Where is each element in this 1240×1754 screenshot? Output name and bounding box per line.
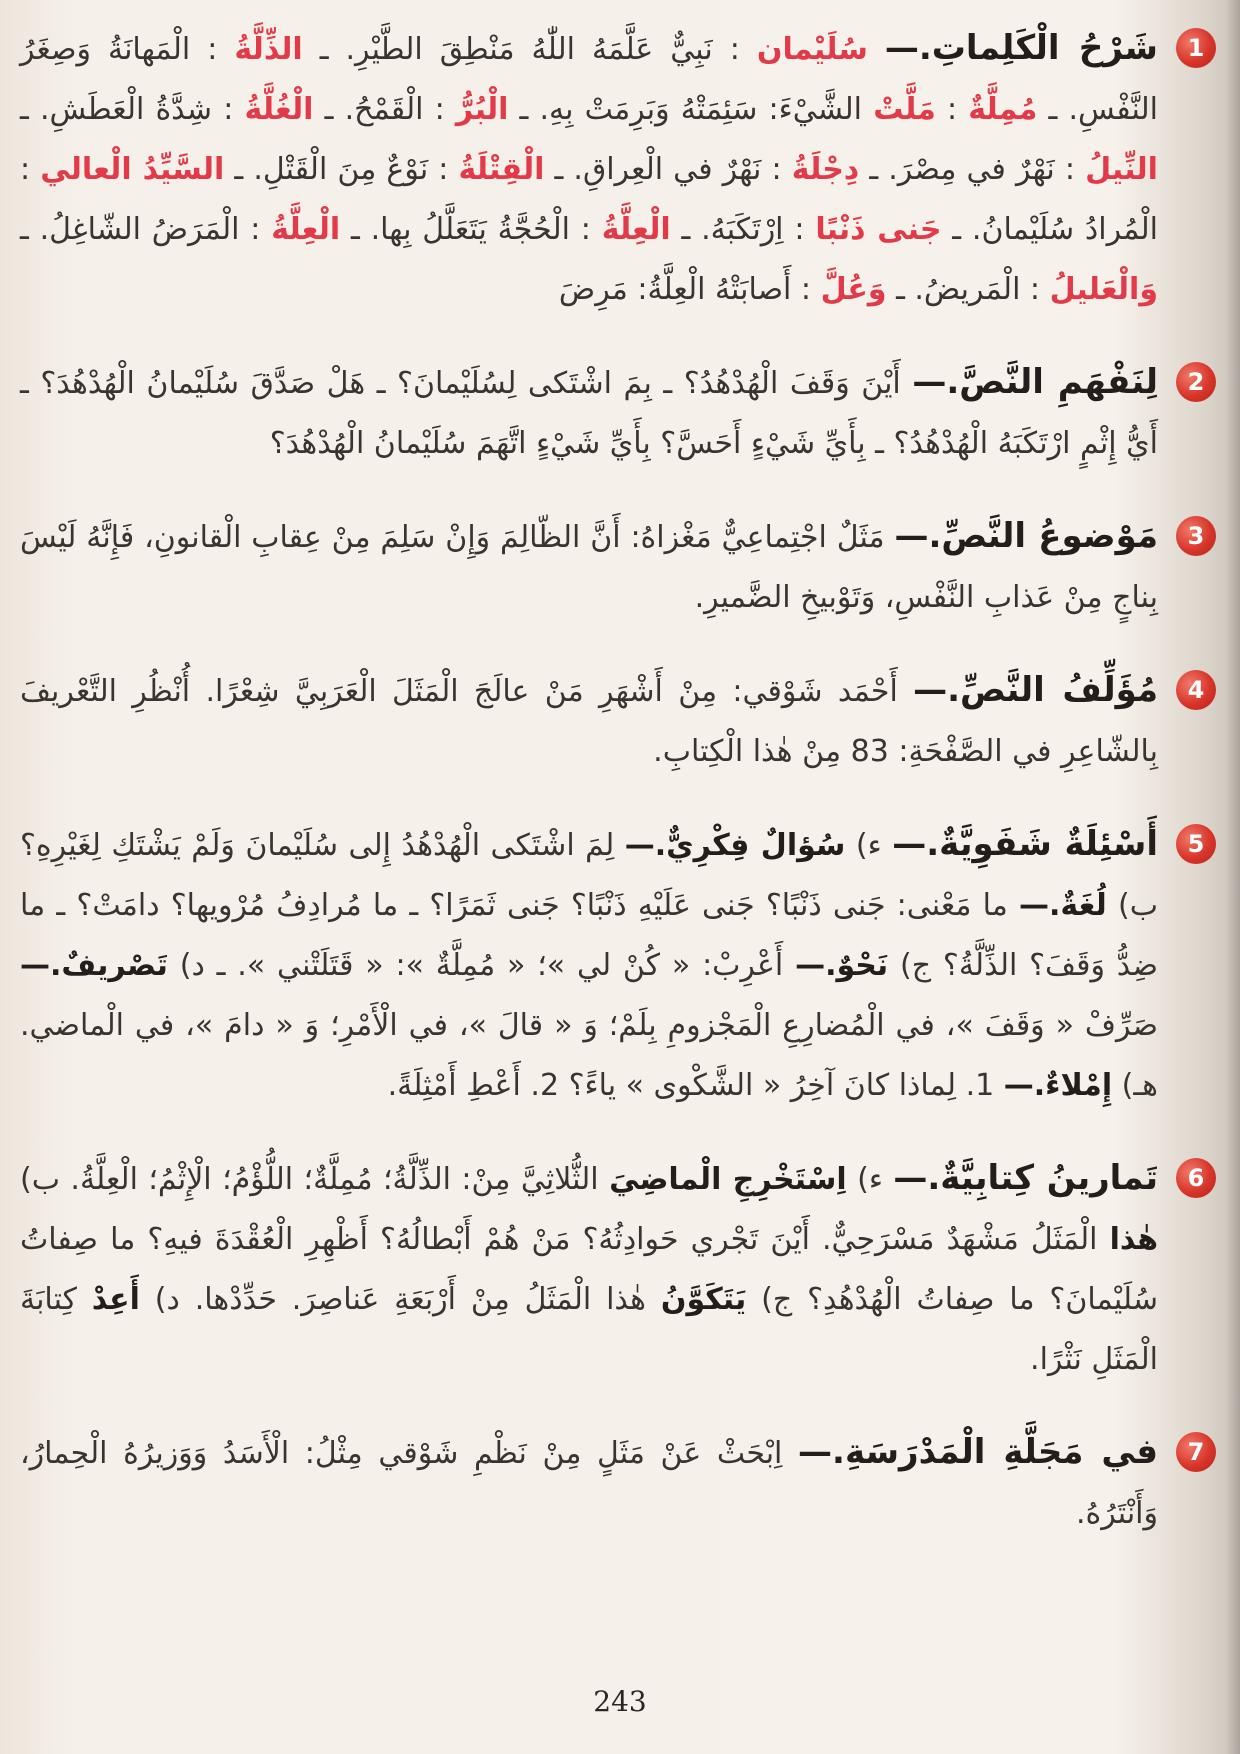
vocab-word: وَالْعَليلُ bbox=[1049, 272, 1158, 307]
item-label: د) bbox=[154, 1282, 180, 1317]
section-title: مَوْضوعُ النَّصِّ.— bbox=[894, 516, 1158, 556]
section-topic bbox=[20, 506, 1216, 628]
item-text: صَرِّفْ « وَقَفَ »، في الْمُضارِعِ الْمَجْزومِ بِلَمْ؛ وَ « قالَ »، في الْأَمْرِ؛ وَ « دامَ »، في الْماضي. bbox=[20, 1008, 1158, 1043]
item-heading: تَصْريفٌ.— bbox=[20, 948, 168, 983]
item-heading: إِمْلاءٌ.— bbox=[1003, 1068, 1113, 1103]
section-title: مُؤَلِّفُ النَّصِّ.— bbox=[913, 670, 1158, 710]
item-label: ب) bbox=[20, 1162, 60, 1197]
vocab-definition: : الْمَهانَةُ وَصِغَرُ النَّفْسِ. ـ bbox=[20, 32, 1158, 127]
section-number-badge: 2 bbox=[1176, 362, 1216, 402]
item-label: ج) bbox=[900, 948, 932, 983]
page-reference: 83 bbox=[850, 734, 889, 769]
vocab-definition: : اِرْتَكَبَهُ. ـ bbox=[681, 212, 805, 247]
section-title: شَرْحُ الْكَلِماتِ.— bbox=[884, 28, 1158, 68]
section-title: في مَجَلَّةِ الْمَدْرَسَةِ.— bbox=[798, 1432, 1158, 1472]
vocab-definition: : نَبِيٌّ عَلَّمَهُ اللّٰهُ مَنْطِقَ الطَّيْرِ. ـ bbox=[319, 32, 740, 67]
item-heading: اِسْتَخْرِجِ الْماضِيَ bbox=[609, 1162, 847, 1197]
item-text: لِمَ اشْتَكى الْهُدْهُدُ إِلى سُلَيْمانَ وَلَمْ يَشْتَكِ لِغَيْرِهِ؟ bbox=[20, 828, 615, 863]
item-heading: لُغَةٌ.— bbox=[1019, 888, 1107, 923]
vocab-word: سُلَيْمان bbox=[756, 32, 868, 67]
item-label: ج) bbox=[761, 1282, 793, 1317]
section-number-badge: 4 bbox=[1176, 670, 1216, 710]
vocab-word: دِجْلَةُ bbox=[791, 152, 860, 187]
section-text: أَيْنَ وَقَفَ الْهُدْهُدُ؟ ـ بِمَ اشْتَكى لِسُلَيْمانَ؟ ـ هَلْ صَدَّقَ سُلَيْمانُ الْهُدْهُدَ؟ ـ أَيُّ إِثْمٍ ارْتَكَبَهُ الْهُدْهُدُ؟ ـ بِأَيِّ شَيْءٍ أَحَسَّ؟ بِأَيِّ شَيْءٍ اتَّهَمَ سُلَيْمانُ الْهُدْهُدَ؟ bbox=[20, 366, 1158, 461]
vocab-definition: : bbox=[946, 92, 958, 127]
vocab-definition: : نَهْرٌ في مِصْرَ. ـ bbox=[869, 152, 1075, 187]
item-heading: يَتَكَوَّنُ bbox=[660, 1282, 747, 1317]
page-edge-shadow bbox=[1226, 0, 1240, 1754]
page-content bbox=[20, 18, 1216, 1576]
section-author bbox=[20, 660, 1216, 782]
item-text: ما مَعْنى: جَنى ذَنْبًا؟ جَنى عَلَيْهِ ذَنْبًا؟ جَنى ثَمَرًا؟ ـ ما مُرادِفُ مُرْويها؟ دامَتْ؟ ـ ما ضِدُّ وَقَفَ؟ الذِّلَّةُ؟ bbox=[20, 888, 1158, 983]
section-title: تَمارينُ كِتابِيَّةٌ.— bbox=[893, 1158, 1158, 1198]
item-text: الثُّلاثِيَّ مِنْ: الذِّلَّةُ؛ مُمِلَّةٌ؛ اللُّؤْمُ؛ الْإِثْمُ؛ الْعِلَّةُ. bbox=[70, 1162, 599, 1197]
item-label: د) bbox=[179, 948, 205, 983]
section-title: لِنَفْهَمِ النَّصَّ.— bbox=[912, 362, 1158, 402]
item-text: أَعْرِبْ: « كُنْ لي »؛ « مُمِلَّةٌ »: « قَتَلَتْني ». ـ bbox=[216, 948, 784, 983]
item-label: ء) bbox=[855, 828, 882, 863]
vocab-definition: : الْمَريضُ. ـ bbox=[896, 272, 1041, 307]
vocab-word: الْبُرُّ bbox=[455, 92, 509, 127]
item-text: الْمَثَلُ مَشْهَدٌ مَسْرَحِيٌّ. أَيْنَ تَجْري حَوادِثُهُ؟ مَنْ هُمْ أَبْطالُهُ؟ أَظْهِرِ الْعُقْدَةَ فيهِ؟ ما صِفاتُ سُلَيْمانَ؟ ما صِفاتُ الْهُدْهُدِ؟ bbox=[20, 1222, 1158, 1317]
item-heading: هٰذا bbox=[1109, 1222, 1158, 1257]
section-text: مَثَلٌ اجْتِماعِيٌّ مَغْزاهُ: أَنَّ الظّالِمَ وَإِنْ سَلِمَ مِنْ عِقابِ الْقانونِ، فَإِنَّهُ لَيْسَ بِناجٍ مِنْ عَذابِ النَّفْسِ، وَتَوْبيخِ الضَّميرِ. bbox=[20, 520, 1158, 615]
section-number-badge: 1 bbox=[1176, 28, 1216, 68]
vocab-word: وَعُلَّ bbox=[820, 272, 887, 307]
section-oral-questions bbox=[20, 814, 1216, 1116]
section-written-exercises bbox=[20, 1148, 1216, 1390]
section-number-badge: 6 bbox=[1176, 1158, 1216, 1198]
section-school-magazine bbox=[20, 1422, 1216, 1544]
vocab-definition: : الْحُجَّةُ يَتَعَلَّلُ بِها. ـ bbox=[350, 212, 591, 247]
vocab-word: الْعِلَّةُ bbox=[601, 212, 671, 247]
section-vocabulary bbox=[20, 18, 1216, 320]
section-number-badge: 7 bbox=[1176, 1432, 1216, 1472]
item-label: ب) bbox=[1118, 888, 1158, 923]
vocab-word: السَّيِّدُ الْعالي bbox=[40, 152, 225, 187]
vocab-definition: : أَصابَتْهُ الْعِلَّةُ: مَرِضَ bbox=[558, 272, 812, 307]
vocab-definition: : الْمَرَضُ الشّاغِلُ. ـ bbox=[20, 212, 261, 247]
vocab-word: الذِّلَّةُ bbox=[234, 32, 303, 67]
item-heading: أَعِدْ bbox=[91, 1282, 140, 1317]
vocab-definition: : شِدَّةُ الْعَطَشِ. ـ bbox=[20, 92, 234, 127]
item-text: كِتابَةَ الْمَثَلِ نَثْرًا. bbox=[20, 1282, 1158, 1377]
section-text: مِنْ هٰذا الْكِتابِ. bbox=[653, 734, 842, 769]
vocab-word: مُمِلَّةٌ bbox=[968, 92, 1038, 127]
item-text: هٰذا الْمَثَلُ مِنْ أَرْبَعَةِ عَناصِرَ. حَدِّدْها. bbox=[194, 1282, 646, 1317]
vocab-definition: الشَّيْءَ: سَئِمَتْهُ وَبَرِمَتْ بِهِ. ـ bbox=[519, 92, 863, 127]
vocab-word: الْعِلَّةُ bbox=[271, 212, 341, 247]
item-heading: نَحْوٌ.— bbox=[795, 948, 889, 983]
section-number-badge: 3 bbox=[1176, 516, 1216, 556]
section-text: أَحْمَد شَوْقي: مِنْ أَشْهَرِ مَنْ عالَجَ الْمَثَلَ الْعَرَبِيَّ شِعْرًا. أُنْظُرِ التَّعْريفَ بِالشّاعِرِ في الصَّفْحَةِ: bbox=[20, 674, 1158, 769]
vocab-word: الْقِتْلَةُ bbox=[458, 152, 545, 187]
vocab-word: مَلَّتْ bbox=[873, 92, 936, 127]
page-number: 243 bbox=[593, 1685, 647, 1718]
vocab-definition: : نَوْعٌ مِنَ الْقَتْلِ. ـ bbox=[234, 152, 449, 187]
vocab-definition: : الْقَمْحُ. ـ bbox=[324, 92, 445, 127]
item-text: 1. لِماذا كانَ آخِرُ « الشَّكْوى » ياءً؟ 2. أَعْطِ أَمْثِلَةً. bbox=[387, 1068, 995, 1103]
item-heading: سُؤالٌ فِكْرِيٌّ.— bbox=[624, 828, 846, 863]
item-label: ء) bbox=[857, 1162, 883, 1197]
section-text: اِبْحَثْ عَنْ مَثَلٍ مِنْ نَظْمِ شَوْقي مِثْلُ: الْأَسَدُ وَوَزيرُهُ الْحِمارُ، وَأَنْتَرُهُ. bbox=[20, 1436, 1158, 1531]
item-label: هـ) bbox=[1121, 1068, 1158, 1103]
vocab-definition: : نَهْرٌ في الْعِراقِ. ـ bbox=[554, 152, 782, 187]
vocab-definition: : الْمُرادُ سُلَيْمانُ. ـ bbox=[20, 152, 1158, 247]
section-comprehension bbox=[20, 352, 1216, 474]
section-number-badge: 5 bbox=[1176, 824, 1216, 864]
vocab-word: الْغُلَّةُ bbox=[244, 92, 314, 127]
vocab-word: جَنى ذَنْبًا bbox=[815, 212, 942, 247]
section-title: أَسْئِلَةٌ شَفَوِيَّةٌ.— bbox=[892, 824, 1159, 864]
vocab-word: النِّيلُ bbox=[1085, 152, 1158, 187]
